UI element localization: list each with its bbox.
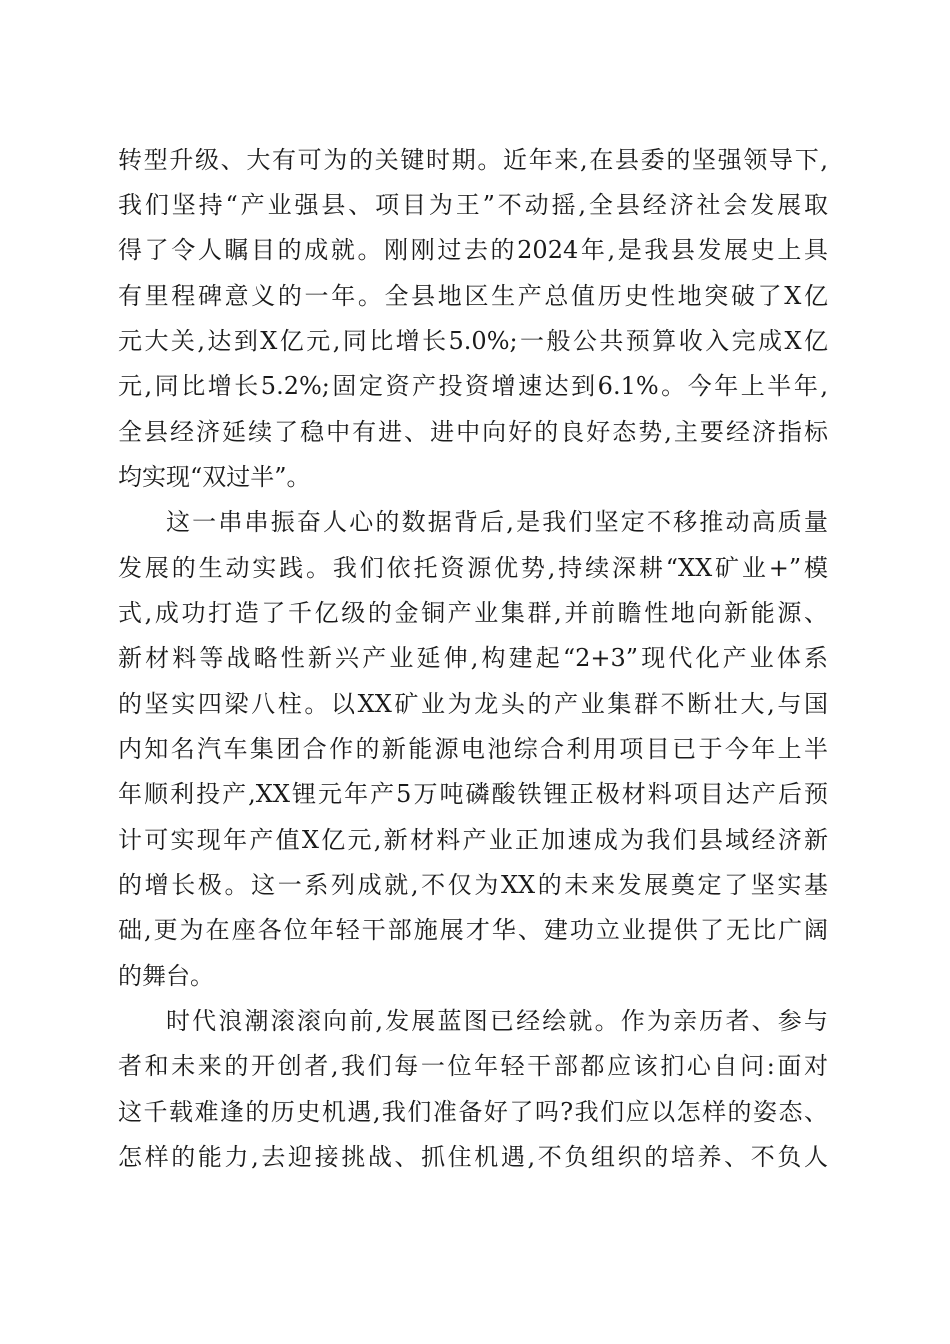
paragraph-1-line-2: 我们坚持“产业强县、项目为王”不动摇,全县经济社会发展取 [118,191,828,219]
paragraph-1-line-6: 元,同比增长5.2%;固定资产投资增速达到6.1%。今年上半年, [118,372,828,400]
paragraph-1-line-3: 得了令人瞩目的成就。刚刚过去的2024年,是我县发展史上具 [118,236,828,264]
paragraph-3-line-3: 这千载难逢的历史机遇,我们准备好了吗?我们应以怎样的姿态、 [118,1098,828,1126]
paragraph-1-line-7: 全县经济延续了稳中有进、进中向好的良好态势,主要经济指标 [118,418,828,446]
paragraph-2-line-7: 年顺利投产,XX锂元年产5万吨磷酸铁锂正极材料项目达产后预 [118,780,828,808]
paragraph-1-line-8: 均实现“双过半”。 [118,463,311,491]
paragraph-3-line-4: 怎样的能力,去迎接挑战、抓住机遇,不负组织的培养、不负人 [118,1143,828,1171]
paragraph-2-line-3: 式,成功打造了千亿级的金铜产业集群,并前瞻性地向新能源、 [118,599,828,627]
paragraph-2-line-10: 础,更为在座各位年轻干部施展才华、建功立业提供了无比广阔 [118,916,828,944]
paragraph-2-line-5: 的坚实四梁八柱。以XX矿业为龙头的产业集群不断壮大,与国 [118,690,828,718]
paragraph-2-line-6: 内知名汽车集团合作的新能源电池综合利用项目已于今年上半 [118,735,828,763]
paragraph-2-line-11: 的舞台。 [118,962,214,990]
paragraph-2-line-4: 新材料等战略性新兴产业延伸,构建起“2+3”现代化产业体系 [118,644,828,672]
paragraph-3-line-2: 者和未来的开创者,我们每一位年轻干部都应该扪心自问:面对 [118,1052,828,1080]
paragraph-2-line-9: 的增长极。这一系列成就,不仅为XX的未来发展奠定了坚实基 [118,871,828,899]
paragraph-2-line-1: 这一串串振奋人心的数据背后,是我们坚定不移推动高质量 [166,508,828,536]
paragraph-2-line-2: 发展的生动实践。我们依托资源优势,持续深耕“XX矿业+”模 [118,554,828,582]
paragraph-2-line-8: 计可实现年产值X亿元,新材料产业正加速成为我们县域经济新 [118,826,828,854]
paragraph-1-line-1: 转型升级、大有可为的关键时期。近年来,在县委的坚强领导下, [118,146,828,174]
paragraph-1-line-4: 有里程碑意义的一年。全县地区生产总值历史性地突破了X亿 [118,282,828,310]
paragraph-3-line-1: 时代浪潮滚滚向前,发展蓝图已经绘就。作为亲历者、参与 [166,1007,828,1035]
paragraph-1-line-5: 元大关,达到X亿元,同比增长5.0%;一般公共预算收入完成X亿 [118,327,828,355]
